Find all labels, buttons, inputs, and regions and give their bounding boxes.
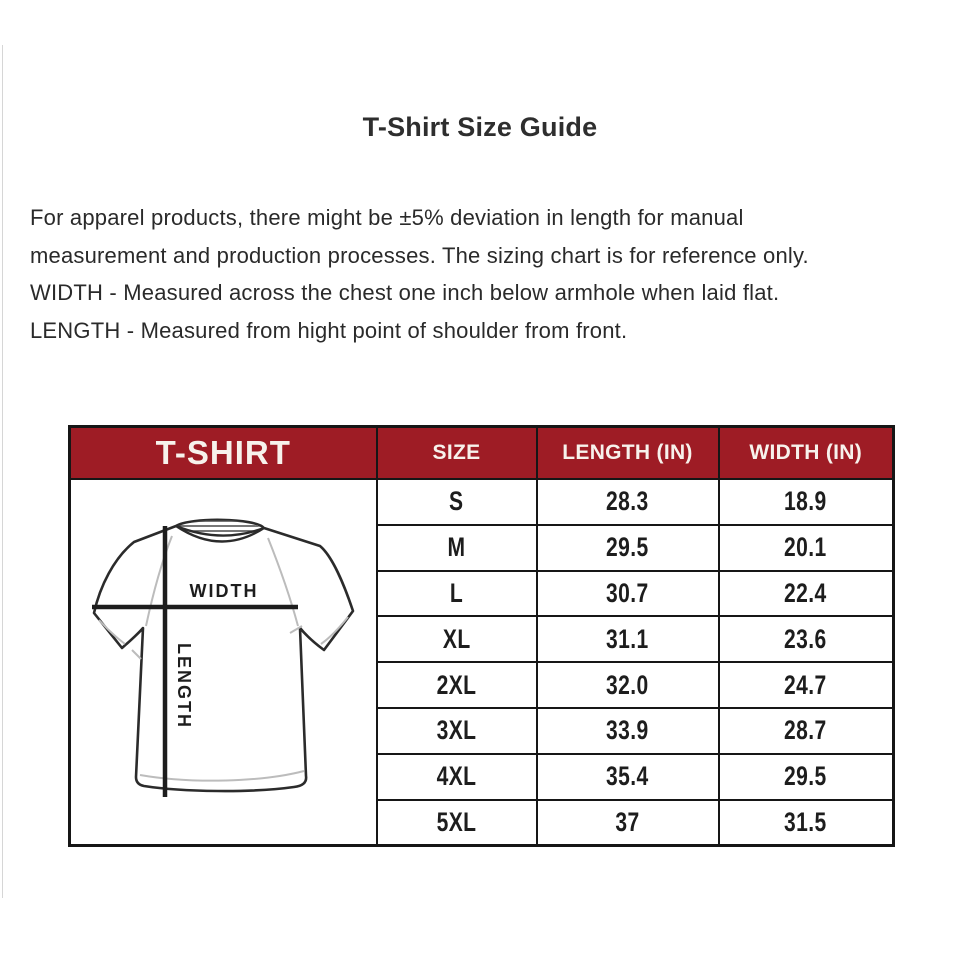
size-cell: S <box>377 479 537 525</box>
product-name-header: T-SHIRT <box>70 427 377 480</box>
width-cell: 18.9 <box>719 479 894 525</box>
length-cell: 33.9 <box>537 708 719 754</box>
size-cell: 3XL <box>377 708 537 754</box>
length-cell: 32.0 <box>537 662 719 708</box>
size-cell: 2XL <box>377 662 537 708</box>
length-cell: 31.1 <box>537 616 719 662</box>
length-cell: 30.7 <box>537 571 719 617</box>
tshirt-outline <box>94 520 353 791</box>
width-cell: 28.7 <box>719 708 894 754</box>
width-cell: 23.6 <box>719 616 894 662</box>
length-cell: 35.4 <box>537 754 719 800</box>
width-definition-note: WIDTH - Measured across the chest one inch below armhole when laid flat. <box>30 280 780 305</box>
table-row <box>70 479 894 525</box>
tshirt-diagram-cell <box>70 479 377 846</box>
deviation-note: For apparel products, there might be ±5% deviation in length for manual measurement and production processes. The sizing chart is for reference only. <box>30 205 809 268</box>
sizing-notes <box>30 199 886 349</box>
size-cell: M <box>377 525 537 571</box>
length-cell: 28.3 <box>537 479 719 525</box>
width-cell: 24.7 <box>719 662 894 708</box>
column-header-width: WIDTH (IN) <box>719 427 894 480</box>
column-header-length: LENGTH (IN) <box>537 427 719 480</box>
width-cell: 31.5 <box>719 800 894 846</box>
width-label: WIDTH <box>189 581 259 601</box>
length-cell: 37 <box>537 800 719 846</box>
width-cell: 29.5 <box>719 754 894 800</box>
length-cell: 29.5 <box>537 525 719 571</box>
width-cell: 20.1 <box>719 525 894 571</box>
size-chart-header-row <box>70 427 894 480</box>
page-edge-divider <box>2 45 3 898</box>
size-cell: L <box>377 571 537 617</box>
page-title: T-Shirt Size Guide <box>362 112 598 142</box>
size-cell: 5XL <box>377 800 537 846</box>
size-cell: XL <box>377 616 537 662</box>
width-cell: 22.4 <box>719 571 894 617</box>
column-header-size: SIZE <box>377 427 537 480</box>
size-cell: 4XL <box>377 754 537 800</box>
length-definition-note: LENGTH - Measured from hight point of shoulder from front. <box>30 317 628 343</box>
length-label: LENGTH <box>173 643 194 729</box>
size-chart-table <box>68 425 895 847</box>
tshirt-measurement-diagram <box>72 480 375 844</box>
